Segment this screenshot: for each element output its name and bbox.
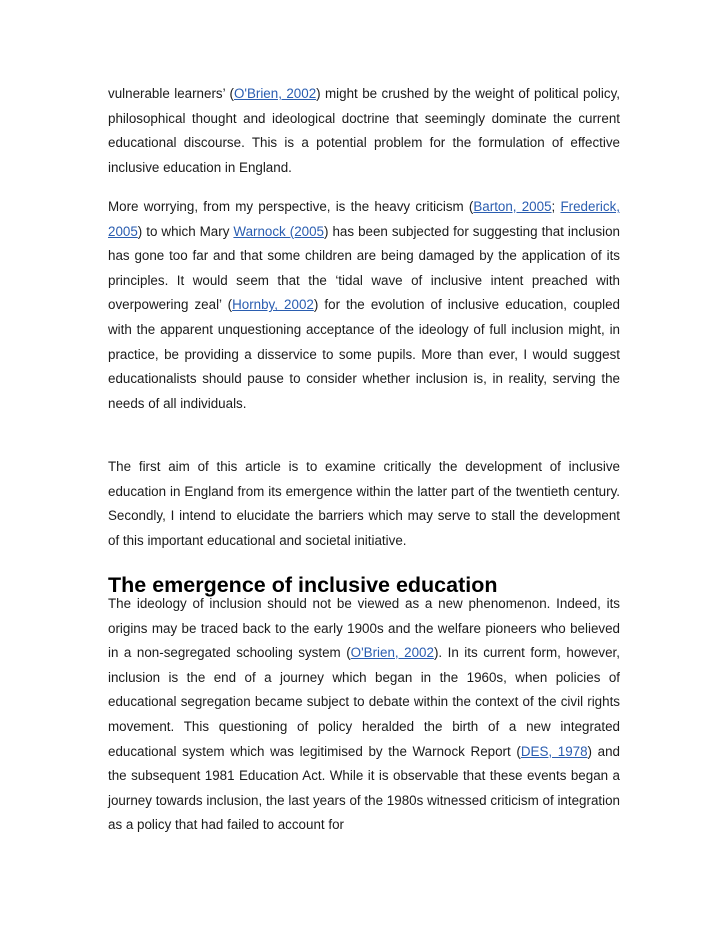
- citation-barton-2005[interactable]: Barton, 2005: [473, 199, 552, 214]
- paragraph-2: [108, 195, 620, 416]
- citation-obrien-2002-b[interactable]: O'Brien, 2002: [350, 645, 434, 661]
- text-run: ) and the subsequent 1981 Education Act. While it is observable that these events began a journey towards inclusion, the last years of the 1980s witnessed criticism of integration as a policy that had failed to account for: [108, 743, 621, 833]
- paragraph-1: [108, 82, 620, 180]
- text-run: The ideology of inclusion should not be viewed as a new phenomenon. Indeed, its origins may be traced back to the early 1900s and the welfare pioneers who believed in a non-segregated schooling system (: [108, 596, 620, 661]
- citation-warnock-2005[interactable]: Warnock (2005: [233, 223, 325, 239]
- citation-frederick-2005[interactable]: Frederick, 2005: [108, 199, 620, 239]
- section-heading: The emergence of inclusive education: [108, 573, 498, 597]
- text-run: ;: [551, 199, 561, 214]
- text-run: ) for the evolution of inclusive education, coupled with the apparent unquestioning acceptance of the ideology of full inclusion might, in practice, be providing a disservice to some pupils. More than ever, I would suggest educationalists should pause to consider whether inclusion is, in reality, serving the needs of all individuals.: [108, 297, 620, 411]
- paragraph-4: [108, 592, 620, 838]
- text-run: ) might be crushed by the weight of political policy, philosophical thought and ideological doctrine that seemingly dominate the current educational discourse. This is a potential problem for the formulation of effective inclusive education in England.: [108, 86, 620, 175]
- text-run: ). In its current form, however, inclusion is the end of a journey which began in the 1960s, when policies of educational segregation became subject to debate within the context of the civil rights movement. This questioning of policy heralded the birth of a new integrated educational system which was legitimised by the Warnock Report (: [108, 645, 620, 759]
- citation-hornby-2002[interactable]: Hornby, 2002: [232, 297, 314, 313]
- paragraph-3: The first aim of this article is to examine critically the development of inclusive education in England from its emergence within the latter part of the twentieth century. Secondly, I intend to elucidate the barriers which may serve to stall the development of this important educational and societal initiative.: [108, 459, 620, 548]
- text-run: ) to which Mary: [137, 223, 234, 239]
- text-run: vulnerable learners’ (: [108, 86, 234, 101]
- text-run: More worrying, from my perspective, is the heavy criticism (: [108, 199, 474, 214]
- citation-obrien-2002[interactable]: O'Brien, 2002: [233, 86, 317, 101]
- citation-des-1978[interactable]: DES, 1978: [520, 743, 588, 759]
- text-run: ) has been subjected for suggesting that inclusion has gone too far and that some children are being damaged by the application of its principles. It would seem that the ‘tidal wave of inclusive intent preached with overpowering zeal’ (: [108, 223, 621, 313]
